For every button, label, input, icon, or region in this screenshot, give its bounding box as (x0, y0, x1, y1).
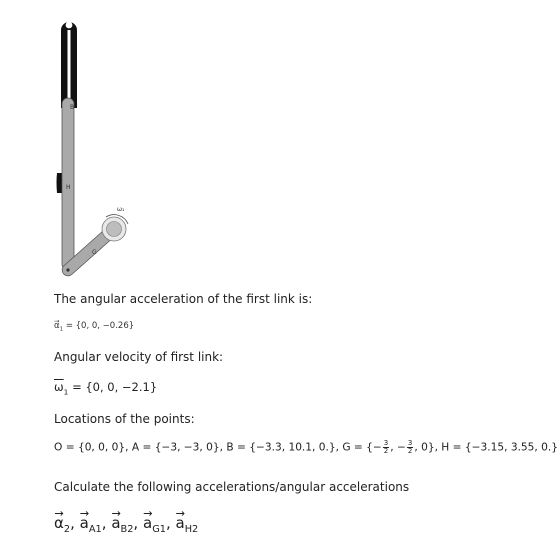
alpha1-symbol: → α (54, 321, 60, 331)
label-B: B (70, 104, 75, 111)
locations-intro: Locations of the points: (54, 412, 195, 426)
label-omega: ω₁ (117, 206, 125, 213)
alpha2-symbol: → α (54, 514, 64, 532)
angular-velocity-intro: Angular velocity of first link: (54, 350, 224, 364)
label-H: H (66, 184, 71, 191)
aG1-symbol: → a (143, 514, 152, 532)
target-quantities: → $\alpha_2$, → $a_{A1}$, → $a_{B2}$, → $a_{G1}$, → $a_{H2}$ (54, 514, 198, 535)
omega1-symbol: $\overline{\omega}$ (54, 380, 64, 394)
aB2-symbol: → a (111, 514, 120, 532)
omega1-equation: $\overline{\omega}_1 = \{0$, 0, −2.1} (54, 380, 158, 397)
mechanism-figure (44, 8, 144, 283)
fraction: $\frac{3}{2}$ (383, 439, 389, 455)
aH2-symbol: → a (176, 514, 185, 532)
calculate-intro: Calculate the following accelerations/angular accelerations (54, 480, 410, 494)
fraction: $\frac{3}{2}$ (407, 439, 413, 455)
alpha1-value: = {0, 0, −0.26} (65, 321, 135, 331)
label-G: G (92, 249, 97, 256)
locations-equation: O = {0, 0, 0}, A = {−3, −3, 0}, B = {−3.3, 10.1, 0.}, G = {− $\frac{3}{2}$ , − $\frac{3}{2}$ , 0}, H = {−3.15, 3.55, 0.} (54, 439, 558, 455)
aA1-symbol: → a (80, 514, 89, 532)
omega1-value: = {0, 0, −2.1} (72, 380, 158, 394)
linkage-diagram (44, 8, 144, 283)
angular-acceleration-intro: The angular acceleration of the first link is: (54, 292, 313, 306)
alpha1-equation: → $\alpha_1 = \{0$, 0, −0.26} (54, 321, 134, 333)
